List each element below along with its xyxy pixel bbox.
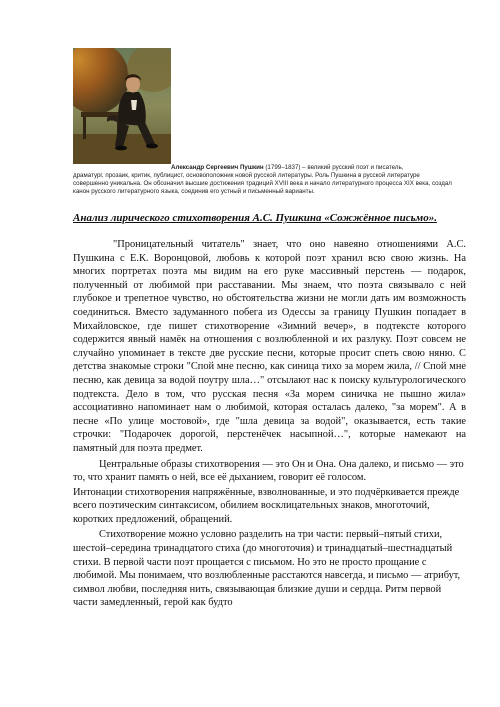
caption-name: Александр Сергеевич Пушкин bbox=[171, 164, 264, 171]
portrait-caption bbox=[73, 164, 453, 196]
article-body bbox=[73, 238, 466, 610]
pushkin-portrait-icon bbox=[73, 48, 171, 164]
paragraph-3: Интонации стихотворения напряжённые, взволнованные, и это подчёркивается прежде всего поэтическим синтаксисом, обилием восклицательных знаков, многоточий, коротких предложений, обращений. bbox=[73, 486, 460, 525]
pushkin-portrait bbox=[73, 48, 171, 164]
paragraph-2: Центральные образы стихотворения — это Он и Она. Она далеко, и письмо — это то, что хранит память о ней, все её дыханием, говорит её голосом. bbox=[73, 458, 464, 484]
paragraph-1: "Проницательный читатель" знает, что оно навеяно отношениями А.С. Пушкина с Е.К. Воронцовой, любовь к которой поэт хранил всю свою жизнь. На многих портретах поэта мы видим на его руке массивный перстень — подарок, полученный от любимой при расставании. Мы знаем, что поэта связывало с ней глубокое и трепетное чувство, но обстоятельства жизни не могли дать им возможность соединиться. Вместо задуманного побега из Одессы за границу Пушкин попадает в Михайловское, где пишет стихотворение «Зимний вечер», в подтексте которого содержится явный намёк на отношения с возлюбленной и их разлуку. Поэт совсем не случайно упоминает в тексте две русские песни, которые просит спеть свою няню. С детства знакомые строки "Спой мне песню, как синица тихо за морем жила, // Спой мне песню, как девица за водой поутру шла…" отсылают нас к поиску культурологического подтекста. Дело в том, что русская песня «За морем синичка не пышно жила» ассоциативно напоминает нам о любимой, которая осталась далеко, "за морем". А в песне «По улице мостовой», где "шла девица за водой", оказывается, есть такие строчки: "Подарочек дорогой, перстенёчек насыпной…", которые намекают на памятный для поэта предмет. bbox=[73, 239, 466, 454]
caption-first-line bbox=[73, 164, 453, 172]
caption-details: драматург, прозаик, критик, публицист, основоположник новой русской литературы. Роль Пушкина в русской литературе совершенно уникальна. Он обозначил высшие достижения традиций XVIII века и начало литературного процесса XIX века, создал канон русского литературного языка, соединив его устный и письменный варианты. bbox=[73, 172, 452, 195]
caption-details-line1: (1799–1837) – великий русский поэт и писатель, bbox=[263, 164, 404, 171]
article-heading: Анализ лирического стихотворения А.С. Пушкина «Сожжённое письмо». bbox=[73, 212, 437, 224]
paragraph-4: Стихотворение можно условно разделить на три части: первый–пятый стихи, шестой–середина тринадцатого стиха (до многоточия) и тринадцатый–шестнадцатый стихи. В первой части поэт прощается с письмом. Но это не просто прощание с любимой. Мы понимаем, что возлюбленные расстаются навсегда, и письмо — атрибут, символ любви, последняя нить, связывающая близкие души и сердца. Ритм первой части замедленный, герой как будто bbox=[73, 529, 461, 609]
